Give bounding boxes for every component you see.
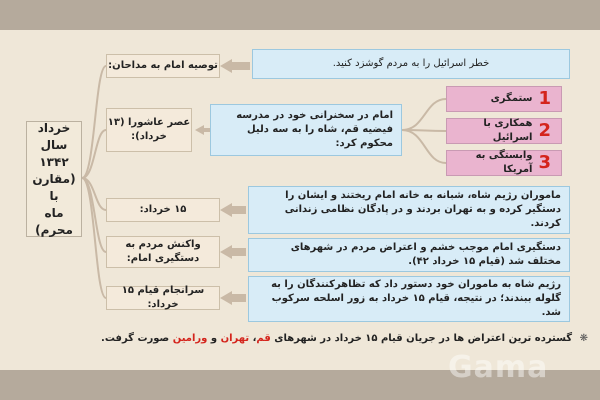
branch-detail-ashura (210, 104, 402, 156)
branch-detail-text: خطر اسرائیل را به مردم گوشزد کنید. (332, 58, 490, 69)
branch-label-text: واکنش مردم به دستگیری امام: (125, 239, 201, 264)
footer-city: قم (256, 333, 271, 344)
footer-separator: ، (252, 333, 257, 344)
branch-detail-text: رژیم شاه به ماموران خود دستور داد که تظاهرکنندگان را به گلوله ببندند؛ در نتیجه، قیام ۱۵ خرداد به زور اسلحه سرکوب شد. (271, 279, 561, 318)
reason-text: همکاری با اسرائیل (483, 118, 533, 143)
reason-number: 2 (538, 120, 551, 141)
branch-detail-text: امام در سخنرانی خود در مدرسه فیضیه قم، شاه را به سه دلیل محکوم کرد: (236, 110, 393, 149)
root-line: (مقارن با (32, 171, 76, 203)
reason-item (446, 86, 562, 112)
reason-item (446, 118, 562, 144)
watermark-logo: Gama (448, 350, 549, 385)
root-node (26, 121, 82, 237)
branch-detail-reaction (248, 238, 570, 272)
reason-item (446, 150, 562, 176)
branch-detail-recommendation (252, 49, 570, 79)
branch-label-ashura (106, 108, 192, 152)
reason-text: وابستگی به آمریکا (475, 150, 533, 175)
footer-city: تهران (220, 333, 250, 344)
footer-text: گسترده ترین اعتراض ها در جریان قیام ۱۵ خرداد در شهرهای (274, 333, 573, 344)
branch-label-text: ۱۵ خرداد: (139, 204, 187, 215)
footer-text: صورت گرفت. (101, 333, 170, 344)
footer-separator: و (210, 333, 218, 344)
root-line: ماه (44, 205, 64, 220)
branch-detail-15-khordad (248, 186, 570, 234)
branch-label-text: عصر عاشورا (۱۳ خرداد): (107, 117, 191, 142)
root-line: ۱۳۴۲ (39, 154, 69, 169)
footer-city: ورامین (172, 333, 208, 344)
branch-label-reaction (106, 236, 220, 268)
reason-text: ستمگری (490, 93, 533, 104)
reason-number: 3 (538, 152, 551, 173)
root-line: محرم) (35, 222, 73, 237)
root-line: سال (40, 137, 68, 152)
branch-label-text: سرانجام قیام ۱۵ خرداد: (121, 285, 205, 310)
footer-note (68, 328, 588, 350)
branch-label-text: توصیه امام به مداحان: (108, 60, 218, 71)
bullet-icon: ❋ (579, 333, 588, 344)
branch-detail-text: ماموران رژیم شاه، شبانه به خانه امام ریختند و ایشان را دستگیر کرده و به تهران بردند و در پادگان نظامی زندانی کردند. (284, 190, 561, 229)
branch-detail-text: دستگیری امام موجب خشم و اعتراض مردم در شهرهای مختلف شد (قیام ۱۵ خرداد ۴۲). (290, 242, 561, 267)
branch-label-outcome (106, 286, 220, 310)
branch-detail-outcome (248, 276, 570, 322)
branch-label-recommendation (106, 54, 220, 78)
root-line: خرداد (37, 120, 71, 135)
reason-number: 1 (538, 88, 551, 109)
branch-label-15-khordad (106, 198, 220, 222)
